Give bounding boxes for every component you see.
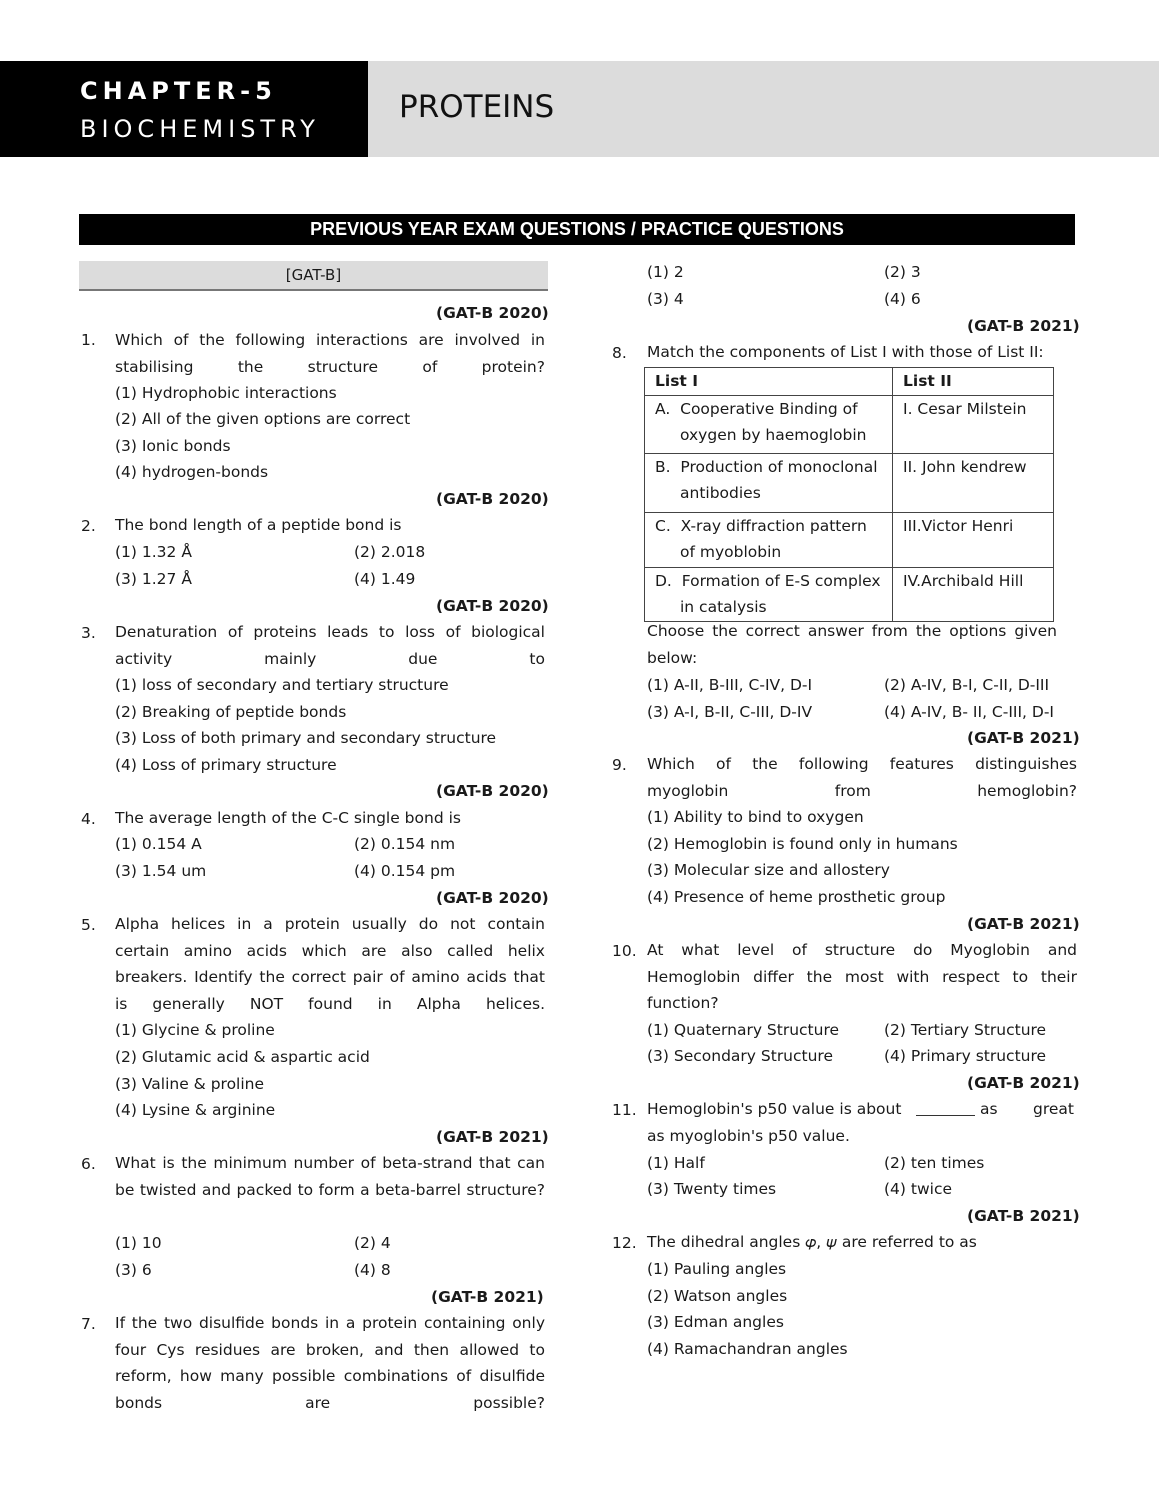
q11-tag: (GAT-B 2021)	[967, 1074, 1080, 1092]
q8-tag: (GAT-B 2021)	[967, 317, 1080, 335]
table-cell	[645, 395, 893, 453]
q7-option-2: (2) 3	[884, 263, 921, 281]
q2-text: The bond length of a peptide bond is	[115, 516, 402, 534]
q11-option-2: (2) ten times	[884, 1154, 985, 1172]
title-header	[368, 61, 1159, 157]
q6-number: 6.	[81, 1155, 96, 1173]
section-banner: PREVIOUS YEAR EXAM QUESTIONS / PRACTICE QUESTIONS	[79, 214, 1075, 245]
table-cell	[645, 512, 893, 567]
q11-text: Hemoglobin's p50 value is about	[647, 1100, 902, 1118]
q9-option-2: (2) Hemoglobin is found only in humans	[647, 835, 958, 853]
q6-text: What is the minimum number of beta-strand that can be twisted and packed to form a beta-barrel structure?	[115, 1154, 545, 1199]
table-row	[645, 567, 1054, 621]
q11-option-3: (3) Twenty times	[647, 1180, 777, 1198]
q10-option-2: (2) Tertiary Structure	[884, 1021, 1047, 1039]
q10-option-1: (1) Quaternary Structure	[647, 1021, 840, 1039]
q6-option-3: (3) 6	[115, 1261, 152, 1279]
q3-text: Denaturation of proteins leads to loss of biological activity mainly due to	[115, 623, 545, 668]
q9-option-1: (1) Ability to bind to oxygen	[647, 808, 864, 826]
q1-tag: (GAT-B 2020)	[436, 304, 549, 322]
q3-option-4: (4) Loss of primary structure	[115, 756, 337, 774]
table-cell: I. Cesar Milstein	[893, 395, 1054, 453]
q11-number: 11.	[612, 1101, 637, 1119]
q4-option-3: (3) 1.54 um	[115, 862, 207, 880]
row-item: X-ray diffraction pattern of myoblobin	[680, 516, 867, 561]
row-item: Formation of E-S complex in catalysis	[680, 571, 881, 616]
table-cell: III.Victor Henri	[893, 512, 1054, 567]
q10-text: At what level of structure do Myoglobin and Hemoglobin differ the most with respect to their function?	[647, 941, 1077, 1012]
exam-section-label	[79, 261, 548, 291]
q7-option-4: (4) 6	[884, 290, 921, 308]
q11-text-great: great	[1033, 1100, 1074, 1118]
q6-option-1: (1) 10	[115, 1234, 162, 1252]
q4-option-4: (4) 0.154 pm	[354, 862, 456, 880]
q3-option-2: (2) Breaking of peptide bonds	[115, 703, 347, 721]
table-header-row	[645, 368, 1054, 396]
q6-tag: (GAT-B 2021)	[436, 1128, 549, 1146]
q5-option-2: (2) Glutamic acid & aspartic acid	[115, 1048, 370, 1066]
row-letter: B.	[655, 457, 671, 476]
q9-text: Which of the following features distinguishes myoglobin from hemoglobin?	[647, 755, 1077, 800]
q10-option-4: (4) Primary structure	[884, 1047, 1047, 1065]
q6-option-2: (2) 4	[354, 1234, 391, 1252]
q11-blank	[916, 1115, 975, 1116]
q4-number: 4.	[81, 810, 96, 828]
q3-number: 3.	[81, 624, 96, 642]
q11-text-as: as	[980, 1100, 998, 1118]
table-row	[645, 512, 1054, 567]
q6-option-4: (4) 8	[354, 1261, 391, 1279]
q4-tag: (GAT-B 2020)	[436, 782, 549, 800]
q12-option-2: (2) Watson angles	[647, 1287, 788, 1305]
chapter-label: CHAPTER-5	[80, 77, 277, 105]
q5-text: Alpha helices in a protein usually do not contain certain amino acids which are also called helix breakers. Identify the correct pair of amino acids that is generally NOT found in Alpha helices.	[115, 915, 545, 1013]
q3-tag: (GAT-B 2020)	[436, 597, 549, 615]
q2-option-3: (3) 1.27 Å	[115, 570, 192, 588]
q1-text: Which of the following interactions are involved in stabilising the structure of protein?	[115, 331, 545, 376]
q1-option-2: (2) All of the given options are correct	[115, 410, 411, 428]
q8-option-4: (4) A-IV, B- II, C-III, D-I	[884, 703, 1055, 721]
q4-text: The average length of the C-C single bond is	[115, 809, 461, 827]
q2-number: 2.	[81, 517, 96, 535]
table-header-list2: List II	[893, 368, 1054, 396]
table-cell	[645, 453, 893, 512]
q7-text: If the two disulfide bonds in a protein containing only four Cys residues are broken, and then allowed to reform, how many possible combinations of disulfide bonds are possible?	[115, 1314, 545, 1412]
q2-option-1: (1) 1.32 Å	[115, 543, 192, 561]
q12-number: 12.	[612, 1234, 637, 1252]
q8-number: 8.	[612, 344, 627, 362]
q7-number: 7.	[81, 1315, 96, 1333]
q5-number: 5.	[81, 916, 96, 934]
table-row	[645, 453, 1054, 512]
q10-tag: (GAT-B 2021)	[967, 915, 1080, 933]
row-item: Production of monoclonal antibodies	[680, 457, 878, 502]
q8-instruction: Choose the correct answer from the options given below:	[647, 622, 1057, 667]
q5-tag: (GAT-B 2020)	[436, 889, 549, 907]
q10-option-3: (3) Secondary Structure	[647, 1047, 833, 1065]
q2-option-4: (4) 1.49	[354, 570, 416, 588]
q8-text: Match the components of List I with those of List II:	[647, 343, 1044, 361]
q11-option-4: (4) twice	[884, 1180, 953, 1198]
q1-option-1: (1) Hydrophobic interactions	[115, 384, 337, 402]
q7-option-3: (3) 4	[647, 290, 684, 308]
row-letter: D.	[655, 571, 672, 590]
q12-option-3: (3) Edman angles	[647, 1313, 784, 1331]
q4-option-1: (1) 0.154 A	[115, 835, 202, 853]
match-table	[644, 367, 1054, 622]
row-letter: C.	[655, 516, 671, 535]
q8-option-1: (1) A-II, B-III, C-IV, D-I	[647, 676, 813, 694]
q9-option-4: (4) Presence of heme prosthetic group	[647, 888, 946, 906]
q12-option-4: (4) Ramachandran angles	[647, 1340, 848, 1358]
q7-tag: (GAT-B 2021)	[431, 1288, 544, 1306]
q2-option-2: (2) 2.018	[354, 543, 426, 561]
q7-option-1: (1) 2	[647, 263, 684, 281]
subject-label: BIOCHEMISTRY	[80, 115, 320, 143]
q5-option-3: (3) Valine & proline	[115, 1075, 265, 1093]
q5-option-4: (4) Lysine & arginine	[115, 1101, 276, 1119]
q8-option-2: (2) A-IV, B-I, C-II, D-III	[884, 676, 1050, 694]
table-row	[645, 395, 1054, 453]
table-cell	[645, 567, 893, 621]
table-cell: II. John kendrew	[893, 453, 1054, 512]
q11-option-1: (1) Half	[647, 1154, 705, 1172]
q8-option-3: (3) A-I, B-II, C-III, D-IV	[647, 703, 813, 721]
q2-tag: (GAT-B 2020)	[436, 490, 549, 508]
q3-option-3: (3) Loss of both primary and secondary structure	[115, 729, 497, 747]
q9-number: 9.	[612, 756, 627, 774]
table-cell: IV.Archibald Hill	[893, 567, 1054, 621]
q9-tag: (GAT-B 2021)	[967, 729, 1080, 747]
row-item: Cooperative Binding of oxygen by haemoglobin	[680, 399, 867, 444]
q1-option-4: (4) hydrogen-bonds	[115, 463, 269, 481]
q1-number: 1.	[81, 331, 96, 349]
q1-option-3: (3) Ionic bonds	[115, 437, 231, 455]
chapter-header	[0, 61, 368, 157]
q11-text-cont: as myoglobin's p50 value.	[647, 1127, 850, 1145]
q5-option-1: (1) Glycine & proline	[115, 1021, 275, 1039]
q10-number: 10.	[612, 942, 637, 960]
q3-option-1: (1) loss of secondary and tertiary structure	[115, 676, 449, 694]
page-title: PROTEINS	[399, 89, 555, 125]
q12-text: The dihedral angles 𝜑, 𝜓 are referred to as	[647, 1233, 977, 1251]
q12-option-1: (1) Pauling angles	[647, 1260, 787, 1278]
q4-option-2: (2) 0.154 nm	[354, 835, 456, 853]
exam-section-text: [GAT-B]	[285, 266, 342, 284]
row-letter: A.	[655, 399, 671, 418]
q9-option-3: (3) Molecular size and allostery	[647, 861, 890, 879]
q12-tag: (GAT-B 2021)	[967, 1207, 1080, 1225]
table-header-list1: List I	[645, 368, 893, 396]
